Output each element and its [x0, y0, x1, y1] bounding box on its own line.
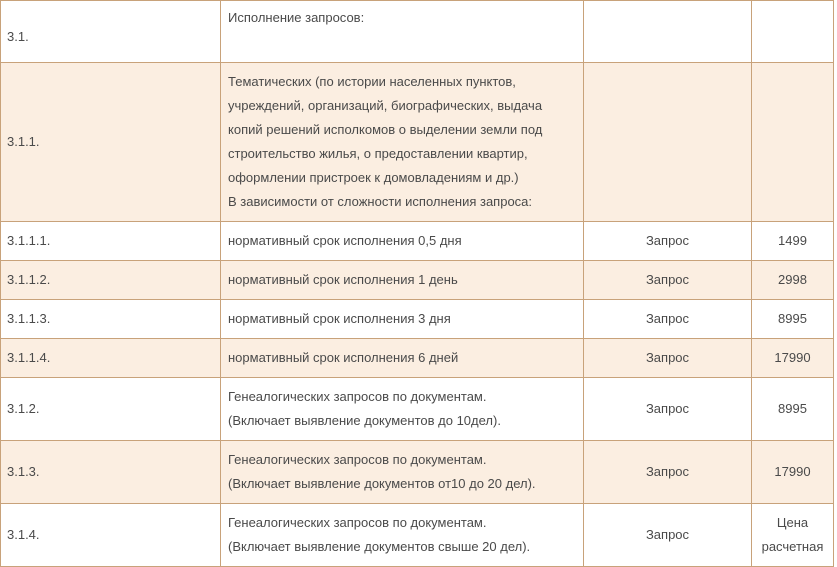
description-line: строительство жилья, о предоставлении квартир, [228, 146, 528, 161]
price-text: 2998 [778, 272, 807, 287]
row-number-text: 3.1.1.2. [7, 272, 51, 287]
description-line: копий решений исполкомов о выделении земли под [228, 122, 543, 137]
unit-text: Запрос [645, 401, 690, 416]
unit-text: Запрос [645, 233, 690, 248]
row-unit [584, 63, 752, 222]
unit-text: Запрос [645, 311, 690, 326]
table-row [1, 300, 834, 339]
row-number-text: 3.1.4. [7, 527, 40, 542]
description-line: В зависимости от сложности исполнения запроса: [228, 194, 533, 209]
row-description [221, 1, 584, 63]
row-price [752, 300, 834, 339]
price-text: 8995 [778, 311, 807, 326]
table-row [1, 378, 834, 441]
description-line: нормативный срок исполнения 3 дня [228, 311, 451, 326]
row-number [1, 261, 221, 300]
row-description [221, 339, 584, 378]
row-number [1, 441, 221, 504]
row-number [1, 222, 221, 261]
price-text: 8995 [778, 401, 807, 416]
description-line: Тематических (по истории населенных пунктов, [228, 74, 516, 89]
row-price [752, 63, 834, 222]
row-unit [584, 261, 752, 300]
row-price [752, 441, 834, 504]
row-unit [584, 504, 752, 567]
price-text: 17990 [774, 350, 811, 365]
row-unit [584, 300, 752, 339]
price-text: расчетная [761, 539, 824, 554]
row-description [221, 300, 584, 339]
row-price [752, 261, 834, 300]
row-unit [584, 378, 752, 441]
description-line: учреждений, организаций, биографических, выдача [228, 98, 543, 113]
table-row [1, 261, 834, 300]
description-line: Исполнение запросов: [228, 10, 365, 25]
row-number [1, 63, 221, 222]
unit-text: Запрос [645, 272, 690, 287]
description-line: нормативный срок исполнения 0,5 дня [228, 233, 462, 248]
price-text: 17990 [774, 464, 811, 479]
row-description [221, 222, 584, 261]
row-description [221, 261, 584, 300]
row-description [221, 441, 584, 504]
price-text: Цена [776, 515, 809, 530]
row-number-text: 3.1.1. [7, 134, 40, 149]
unit-text: Запрос [645, 464, 690, 479]
description-line: нормативный срок исполнения 1 день [228, 272, 458, 287]
row-number [1, 1, 221, 63]
row-unit [584, 339, 752, 378]
row-price [752, 378, 834, 441]
row-price [752, 1, 834, 63]
row-price [752, 222, 834, 261]
description-line: оформлении пристроек к домовладениям и др.) [228, 170, 519, 185]
row-number [1, 339, 221, 378]
row-unit [584, 1, 752, 63]
description-line: Генеалогических запросов по документам. [228, 452, 487, 467]
row-number-text: 3.1.1.1. [7, 233, 51, 248]
row-price [752, 504, 834, 567]
row-number-text: 3.1.3. [7, 464, 40, 479]
description-line: нормативный срок исполнения 6 дней [228, 350, 459, 365]
row-number-text: 3.1. [7, 28, 29, 44]
row-number-text: 3.1.1.3. [7, 311, 51, 326]
row-description [221, 378, 584, 441]
row-number-text: 3.1.2. [7, 401, 40, 416]
description-line: Генеалогических запросов по документам. [228, 515, 487, 530]
row-unit [584, 222, 752, 261]
table-row [1, 441, 834, 504]
price-text: 1499 [778, 233, 807, 248]
row-description [221, 63, 584, 222]
table-row [1, 63, 834, 222]
row-number [1, 504, 221, 567]
table-row [1, 339, 834, 378]
row-price [752, 339, 834, 378]
row-number [1, 378, 221, 441]
row-unit [584, 441, 752, 504]
unit-text: Запрос [645, 350, 690, 365]
table-row [1, 1, 834, 63]
row-description [221, 504, 584, 567]
table-row [1, 504, 834, 567]
unit-text: Запрос [645, 527, 690, 542]
description-line: (Включает выявление документов свыше 20 дел). [228, 539, 531, 554]
row-number-text: 3.1.1.4. [7, 350, 51, 365]
description-line: (Включает выявление документов до 10дел). [228, 413, 501, 428]
description-line: Генеалогических запросов по документам. [228, 389, 487, 404]
description-line: (Включает выявление документов от10 до 20 дел). [228, 476, 536, 491]
table-row [1, 222, 834, 261]
row-number [1, 300, 221, 339]
